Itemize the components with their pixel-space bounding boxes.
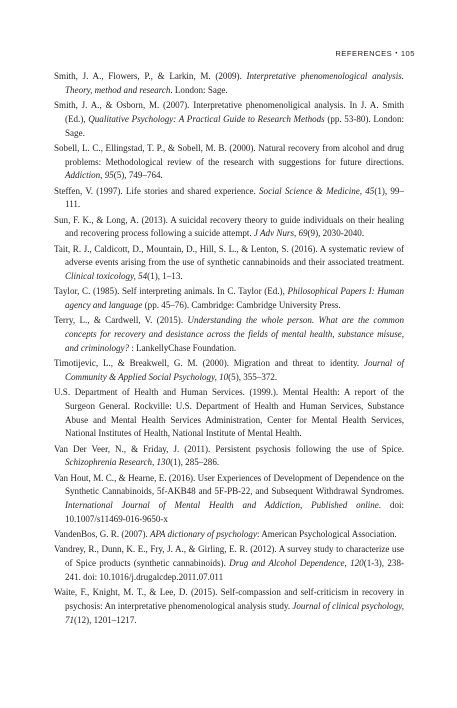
reference-italic-text: Journal of clinical psychology, 71 <box>65 600 404 625</box>
reference-entry <box>54 543 404 584</box>
reference-italic-text: Interpretative phenomenological analysis. Theory, method and research <box>65 71 404 95</box>
reference-text: : LankellyChase Foundation. <box>129 342 237 353</box>
reference-text: . London: Sage. <box>170 84 228 95</box>
reference-italic-text: Addiction, 95 <box>65 170 114 181</box>
reference-text: (1), 1–13. <box>147 271 183 282</box>
reference-text: Terry, L., & Cardwell, V. (2015). <box>54 315 188 326</box>
reference-text: Tait, R. J., Caldicott, D., Mountain, D., Hill, S. L., & Lenton, S. (2016). A systematic review of adverse events arising from the use of synthetic cannabinoids and their associated treatment. <box>54 243 404 268</box>
reference-text: Sun, F. K., & Long, A. (2013). A suicidal recovery theory to guide individuals on their healing and recovering process following a suicide attempt. <box>54 214 404 239</box>
reference-text: Vandrey, R., Dunn, K. E., Fry, J. A., & Girling, E. R. (2012). A survey study to characterize use of Spice products (synthetic cannabinoids). <box>54 544 404 569</box>
reference-text: . doi: 10.1007/s11469-016-9650-x <box>65 500 404 524</box>
reference-italic-text: Philosophical Papers I: Human agency and language <box>65 286 404 311</box>
reference-italic-text: Social Science & Medicine, 45 <box>259 185 375 196</box>
reference-entry <box>54 314 404 355</box>
reference-entry <box>54 528 404 542</box>
reference-text: Taylor, C. (1985). Self interpreting animals. In C. Taylor (Ed.), <box>54 286 288 297</box>
reference-italic-text: Drug and Alcohol Dependence, 120 <box>229 558 364 569</box>
section-title: REFERENCES <box>335 49 393 58</box>
reference-text: (5), 355–372. <box>228 371 278 382</box>
reference-entry <box>54 285 404 313</box>
reference-entry <box>54 243 404 284</box>
reference-entry <box>54 443 404 471</box>
reference-text: Waite, F., Knight, M. T., & Lee, D. (2015). Self-compassion and self-criticism in recovery in psychosis: An interpretative phenomenological analysis study. <box>54 587 404 611</box>
reference-entry <box>54 586 404 627</box>
reference-entry <box>54 70 404 98</box>
reference-entry <box>54 472 404 527</box>
reference-italic-text: J Adv Nurs, 69 <box>253 228 308 239</box>
reference-italic-text: APA dictionary of psychology <box>150 529 257 540</box>
reference-text: : American Psychological Association. <box>256 529 397 540</box>
reference-text: (1-3), 238-241. doi: 10.1016/j.drugalcdep.2011.07.011 <box>65 558 404 582</box>
reference-text: U.S. Department of Health and Human Services. (1999.). Mental Health: A report of the Surgeon General. Rockville: U.S. Department of Health and Human Services, Substance Abuse and Mental Health Services Administration, Center for Mental Health Services, National Institutes of Health, National Institute of Mental Health. <box>54 387 404 439</box>
reference-entry <box>54 357 404 385</box>
page-number: 105 <box>400 49 415 58</box>
reference-italic-text: International Journal of Mental Health and Addiction, Published online <box>65 500 379 511</box>
reference-italic-text: Qualitative Psychology: A Practical Guide to Research Methods <box>88 113 325 124</box>
reference-text: (5), 749–764. <box>113 170 163 181</box>
reference-italic-text: Clinical toxicology, 54 <box>65 271 148 282</box>
reference-italic-text: Schizophrenia Research, 130 <box>65 457 171 468</box>
running-head <box>335 49 415 58</box>
separator-dot: • <box>395 51 398 57</box>
reference-entry <box>54 185 404 213</box>
reference-entry <box>54 386 404 441</box>
reference-text: Sobell, L. C., Ellingstad, T. P., & Sobell, M. B. (2000). Natural recovery from alcohol and drug problems: Methodological review of the research with suggestions for future directions. <box>54 142 404 167</box>
reference-text: (pp. 53-80). London: Sage. <box>65 113 404 138</box>
reference-italic-text: Understanding the whole person. What are the common concepts for recovery and desistance across the fields of mental health, substance misuse, and criminology? <box>65 315 404 353</box>
reference-text: (1), 285–286. <box>170 457 220 468</box>
reference-text: (9), 2030-2040. <box>307 228 365 239</box>
reference-text: (1), 99–111. <box>65 185 404 210</box>
reference-list <box>54 70 404 629</box>
reference-text: Steffen, V. (1997). Life stories and shared experience. <box>54 185 260 196</box>
reference-text: VandenBos, G. R. (2007). <box>54 529 150 540</box>
reference-text: Timotijevic, L., & Breakwell, G. M. (2000). Migration and threat to identity. <box>54 358 364 369</box>
reference-entry <box>54 214 404 242</box>
reference-italic-text: Journal of Community & Applied Social Psychology, 10 <box>65 358 404 382</box>
reference-text: Van Hout, M. C., & Hearne, E. (2016). User Experiences of Development of Dependence on the Synthetic Cannabinoids, 5f-AKB48 and 5F-PB-22, and Subsequent Withdrawal Syndromes. <box>54 472 404 497</box>
reference-text: (12), 1201–1217. <box>74 614 137 625</box>
reference-entry <box>54 142 404 183</box>
reference-text: Smith, J. A., Flowers, P., & Larkin, M. (2009). <box>54 71 247 81</box>
reference-text: Van Der Veer, N., & Friday, J. (2011). Persistent psychosis following the use of Spice. <box>54 443 404 454</box>
reference-text: (pp. 45–76). Cambridge: Cambridge University Press. <box>142 300 341 311</box>
reference-text: Smith, J. A., & Osborn, M. (2007). Interpretative phenomenoligical analysis. In J. A. Smith (Ed.), <box>54 99 404 124</box>
reference-entry <box>54 99 404 140</box>
